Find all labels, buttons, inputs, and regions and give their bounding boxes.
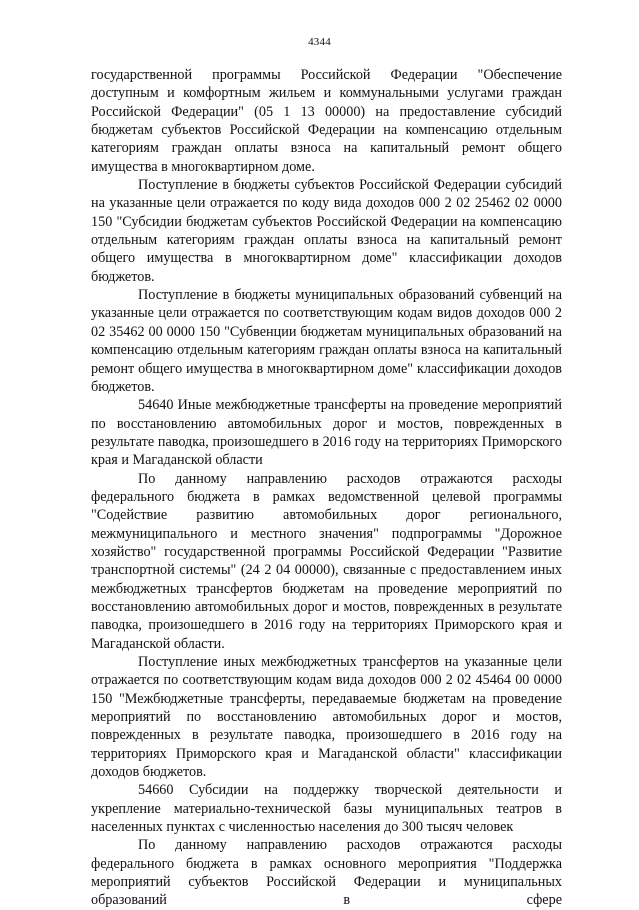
- paragraph: государственной программы Российской Федерации "Обеспечение доступным и комфортным жильем и коммунальными услугами граждан Российской Федерации" (05 1 13 00000) на предоставление субсидий бюджетам субъектов Российской Федерации на компенсацию отдельным категориям граждан оплаты взноса на капитальный ремонт общего имущества в многоквартирном доме.: [91, 67, 562, 175]
- paragraph: Поступление в бюджеты субъектов Российской Федерации субсидий на указанные цели отражается по коду вида доходов 000 2 02 25462 02 0000 150 "Субсидии бюджетам субъектов Российской Федерации на компенсацию отдельным категориям граждан оплаты взноса на капитальный ремонт общего имущества в многоквартирном доме" классификации доходов бюджетов.: [91, 177, 562, 285]
- paragraph: По данному направлению расходов отражаются расходы федерального бюджета в рамках ведомственной целевой программы "Содействие развитию автомобильных дорог регионального, межмуниципального и местного значения" подпрограммы "Дорожное хозяйство" государственной программы Российской Федерации "Развитие транспортной системы" (24 2 04 00000), связанные с предоставлением иных межбюджетных трансфертов бюджетам на проведение мероприятий по восстановлению автомобильных дорог и мостов, поврежденных в результате паводка, произошедшего в 2016 году на территориях Приморского края и Магаданской области.: [91, 470, 562, 652]
- section-heading: 54660 Субсидии на поддержку творческой деятельности и укрепление материально-технической базы муниципальных театров в населенных пунктах с численностью населения до 300 тысяч человек: [91, 782, 562, 836]
- paragraph: По данному направлению расходов отражаются расходы федерального бюджета в рамках основного мероприятия "Поддержка мероприятий субъектов Российской Федерации и муниципальных образований в сфере: [91, 837, 562, 909]
- section-heading: 54640 Иные межбюджетные трансферты на проведение мероприятий по восстановлению автомобильных дорог и мостов, поврежденных в результате паводка, произошедшего в 2016 году на территориях Приморского края и Магаданской области: [91, 397, 562, 469]
- body-text: [91, 66, 562, 910]
- paragraph: Поступление иных межбюджетных трансфертов на указанные цели отражается по соответствующим кодам вида доходов 000 2 02 45464 00 0000 150 "Межбюджетные трансферты, передаваемые бюджетам на проведение мероприятий по восстановлению автомобильных дорог и мостов, поврежденных в результате паводка, произошедшего в 2016 году на территориях Приморского края и Магаданской области" классификации доходов бюджетов.: [91, 654, 562, 781]
- page-number: 4344: [308, 36, 331, 48]
- paragraph: Поступление в бюджеты муниципальных образований субвенций на указанные цели отражается по соответствующим кодам видов доходов 000 2 02 35462 00 0000 150 "Субвенции бюджетам муниципальных образований на компенсацию отдельным категориям граждан оплаты взноса на капитальный ремонт общего имущества в многоквартирном доме" классификации доходов бюджетов.: [91, 287, 562, 395]
